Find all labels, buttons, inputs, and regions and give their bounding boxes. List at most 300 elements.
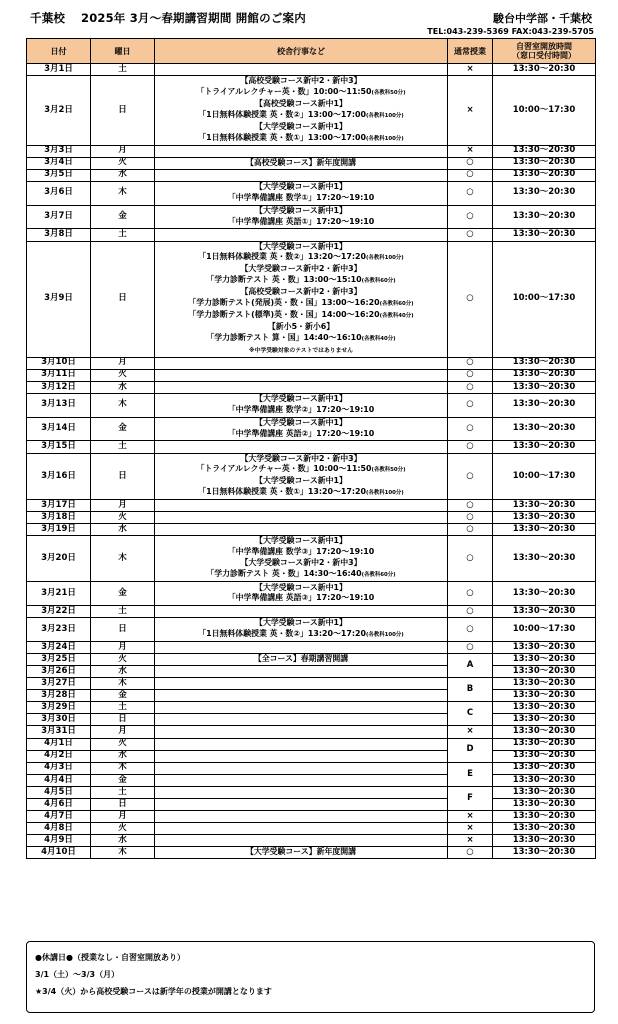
event-text: 「中学準備講座 英語②」17:20～19:10 [227, 429, 375, 439]
event-line [155, 593, 447, 604]
school-name: 駿台中学部・千葉校 [493, 12, 592, 25]
hours-cell: 13:30～20:30 [493, 229, 596, 241]
event-line [155, 217, 447, 228]
day-cell: 木 [91, 536, 155, 582]
class-status-cell: ○ [448, 500, 493, 512]
event-line [155, 333, 447, 345]
day-cell: 木 [91, 762, 155, 774]
hours-cell: 13:30～20:30 [493, 64, 596, 76]
event-text: 「トライアルレクチャー英・数」10:00～11:50 [196, 464, 372, 474]
date-cell: 3月29日 [27, 702, 91, 714]
date-cell: 3月9日 [27, 241, 91, 357]
date-cell: 3月6日 [27, 181, 91, 205]
event-text: 【大学受験コース新中1】 [255, 241, 347, 251]
events-cell [155, 726, 448, 738]
table-row [27, 157, 596, 169]
class-status-cell: ○ [448, 381, 493, 393]
class-status-cell: ○ [448, 205, 493, 229]
events-cell [155, 665, 448, 677]
table-row [27, 786, 596, 798]
events-cell [155, 205, 448, 229]
class-status-cell: × [448, 64, 493, 76]
day-cell: 土 [91, 229, 155, 241]
event-duration-note: (各教科100分) [365, 112, 404, 119]
day-cell: 水 [91, 381, 155, 393]
hours-cell: 13:30～20:30 [493, 811, 596, 823]
hours-cell: 13:30～20:30 [493, 690, 596, 702]
events-cell [155, 241, 448, 357]
table-row [27, 241, 596, 357]
event-line [155, 110, 447, 122]
day-cell: 火 [91, 157, 155, 169]
hours-cell: 13:30～20:30 [493, 536, 596, 582]
event-text: 「中学準備講座 英語③」17:20～19:10 [227, 593, 375, 603]
event-text: 【大学受験コース新中2・新中3】 [240, 264, 362, 274]
events-cell [155, 774, 448, 786]
class-status-cell: × [448, 145, 493, 157]
hours-cell: 13:30～20:30 [493, 665, 596, 677]
hours-cell: 10:00～17:30 [493, 241, 596, 357]
table-row [27, 145, 596, 157]
day-cell: 金 [91, 690, 155, 702]
day-cell: 月 [91, 726, 155, 738]
event-line [155, 275, 447, 287]
date-cell: 4月7日 [27, 811, 91, 823]
event-line [155, 252, 447, 264]
class-status-cell: ○ [448, 582, 493, 606]
event-line [155, 322, 447, 333]
hours-cell: 13:30～20:30 [493, 702, 596, 714]
events-cell [155, 393, 448, 417]
event-duration-note: (各教科100分) [365, 255, 404, 262]
hours-cell: 13:30～20:30 [493, 726, 596, 738]
date-cell: 3月12日 [27, 381, 91, 393]
event-duration-note: (各教科100分) [365, 490, 404, 497]
event-text: 「中学準備講座 数学①」17:20～19:10 [227, 193, 375, 203]
event-text: 【高校受験コース新中1】 [255, 98, 347, 108]
date-cell: 3月16日 [27, 453, 91, 500]
table-row [27, 823, 596, 835]
event-line [155, 298, 447, 310]
day-cell: 金 [91, 582, 155, 606]
event-line [155, 405, 447, 416]
hours-cell: 13:30～20:30 [493, 417, 596, 441]
events-cell [155, 181, 448, 205]
page-title: 千葉校 2025年 3月～春期講習期間 開館のご案内 [30, 11, 306, 25]
class-status-cell: ○ [448, 441, 493, 453]
hours-cell: 13:30～20:30 [493, 798, 596, 810]
hours-cell: 13:30～20:30 [493, 381, 596, 393]
events-cell [155, 357, 448, 369]
table-row [27, 690, 596, 702]
events-cell [155, 512, 448, 524]
table-row [27, 369, 596, 381]
date-cell: 3月31日 [27, 726, 91, 738]
events-cell [155, 145, 448, 157]
date-cell: 3月10日 [27, 357, 91, 369]
event-line [155, 76, 447, 87]
hours-cell: 10:00～17:30 [493, 617, 596, 641]
class-status-cell: ○ [448, 605, 493, 617]
day-cell: 月 [91, 357, 155, 369]
events-cell [155, 417, 448, 441]
class-status-cell: ○ [448, 536, 493, 582]
table-header-row [27, 39, 596, 64]
event-text: 【高校受験コース】新年度開講 [245, 157, 357, 167]
date-cell: 3月13日 [27, 393, 91, 417]
events-cell [155, 64, 448, 76]
event-text: 【大学受験コース新中1】 [255, 206, 347, 216]
event-line [155, 345, 447, 357]
event-duration-note: (各教科60分) [379, 301, 414, 308]
table-row [27, 417, 596, 441]
table-row [27, 441, 596, 453]
events-cell [155, 798, 448, 810]
events-cell [155, 169, 448, 181]
col-header-date: 日付 [27, 39, 91, 64]
day-cell: 日 [91, 241, 155, 357]
event-text: 【大学受験コース新中1】 [255, 182, 347, 192]
events-cell [155, 441, 448, 453]
date-cell: 3月23日 [27, 617, 91, 641]
day-cell: 日 [91, 798, 155, 810]
events-cell [155, 702, 448, 714]
event-line [155, 133, 447, 145]
event-duration-note: (各教科40分) [379, 312, 414, 319]
event-line [155, 464, 447, 476]
event-text: 「学力診断テスト(発展)英・数・国」13:00～16:20 [188, 298, 380, 308]
event-duration-note: (各教科100分) [365, 631, 404, 638]
events-cell [155, 678, 448, 690]
table-row [27, 798, 596, 810]
class-status-cell: ○ [448, 169, 493, 181]
events-cell [155, 750, 448, 762]
event-text: 「学力診断テスト 算・国」14:40～16:10 [206, 332, 362, 342]
hours-cell: 13:30～20:30 [493, 357, 596, 369]
date-cell: 3月26日 [27, 665, 91, 677]
page-header [0, 6, 618, 36]
contact-info: TEL:043-239-5369 FAX:043-239-5705 [427, 27, 594, 36]
day-cell: 日 [91, 453, 155, 500]
events-cell [155, 229, 448, 241]
event-text: 「1日無料体験授業 英・数②」13:00～17:00 [198, 109, 366, 119]
class-status-cell: ○ [448, 417, 493, 441]
event-line [155, 99, 447, 110]
event-line [155, 536, 447, 547]
day-cell: 日 [91, 714, 155, 726]
event-line [155, 583, 447, 594]
date-cell: 3月21日 [27, 582, 91, 606]
event-line [155, 618, 447, 629]
event-text: 【大学受験コース新中1】 [255, 418, 347, 428]
day-cell: 金 [91, 774, 155, 786]
day-cell: 火 [91, 738, 155, 750]
hours-cell: 13:30～20:30 [493, 786, 596, 798]
event-text: 【大学受験コース新中1】 [255, 582, 347, 592]
day-cell: 水 [91, 835, 155, 847]
class-status-cell: F [448, 786, 493, 810]
date-cell: 3月19日 [27, 524, 91, 536]
class-status-cell: D [448, 738, 493, 762]
event-line [155, 158, 447, 169]
events-cell [155, 536, 448, 582]
table-row [27, 811, 596, 823]
hours-cell: 13:30～20:30 [493, 512, 596, 524]
events-cell [155, 641, 448, 653]
table-row [27, 524, 596, 536]
events-cell [155, 714, 448, 726]
date-cell: 3月4日 [27, 157, 91, 169]
hours-cell: 13:30～20:30 [493, 181, 596, 205]
date-cell: 4月10日 [27, 847, 91, 859]
date-cell: 3月3日 [27, 145, 91, 157]
table-row [27, 605, 596, 617]
event-line [155, 394, 447, 405]
events-cell [155, 823, 448, 835]
date-cell: 4月2日 [27, 750, 91, 762]
event-text: 「1日無料体験授業 英・数②」13:20～17:20 [198, 628, 366, 638]
event-line [155, 476, 447, 487]
day-cell: 火 [91, 369, 155, 381]
col-header-class: 通常授業 [448, 39, 493, 64]
day-cell: 日 [91, 76, 155, 145]
table-row [27, 181, 596, 205]
events-cell [155, 847, 448, 859]
event-text: 「中学準備講座 数学②」17:20～19:10 [227, 405, 375, 415]
day-cell: 水 [91, 665, 155, 677]
class-status-cell: ○ [448, 617, 493, 641]
events-cell [155, 500, 448, 512]
event-line [155, 310, 447, 322]
class-status-cell: ○ [448, 157, 493, 169]
notes-box [26, 941, 595, 1013]
hours-cell: 10:00～17:30 [493, 453, 596, 500]
date-cell: 4月3日 [27, 762, 91, 774]
hours-cell: 13:30～20:30 [493, 145, 596, 157]
events-cell [155, 811, 448, 823]
day-cell: 月 [91, 641, 155, 653]
event-line [155, 287, 447, 298]
table-row [27, 393, 596, 417]
class-status-cell: ○ [448, 512, 493, 524]
event-line [155, 429, 447, 440]
table-row [27, 357, 596, 369]
table-row [27, 64, 596, 76]
events-cell [155, 582, 448, 606]
event-duration-note: (各教科60分) [361, 278, 396, 285]
event-text: 【全コース】春期講習開講 [253, 653, 349, 663]
day-cell: 水 [91, 169, 155, 181]
date-cell: 4月5日 [27, 786, 91, 798]
event-line [155, 487, 447, 499]
class-status-cell: ○ [448, 641, 493, 653]
events-cell [155, 690, 448, 702]
table-row [27, 653, 596, 665]
hours-cell: 13:30～20:30 [493, 205, 596, 229]
table-row [27, 835, 596, 847]
hours-cell: 13:30～20:30 [493, 762, 596, 774]
event-text: 【大学受験コース新中1】 [255, 536, 347, 546]
col-header-hours-line2: （窓口受付時間） [512, 51, 576, 60]
event-text: 【大学受験コース新中1】 [255, 121, 347, 131]
day-cell: 木 [91, 847, 155, 859]
day-cell: 月 [91, 500, 155, 512]
hours-cell: 13:30～20:30 [493, 750, 596, 762]
events-cell [155, 762, 448, 774]
table-row [27, 762, 596, 774]
class-status-cell: ○ [448, 453, 493, 500]
table-row [27, 582, 596, 606]
col-header-day: 曜日 [91, 39, 155, 64]
event-duration-note: (各教科40分) [361, 335, 396, 342]
events-cell [155, 157, 448, 169]
events-cell [155, 524, 448, 536]
event-line [155, 569, 447, 581]
col-header-hours-line1: 自習室開放時間 [516, 42, 572, 51]
day-cell: 土 [91, 605, 155, 617]
table-row [27, 617, 596, 641]
event-duration-note: (各教科100分) [365, 135, 404, 142]
date-cell: 3月27日 [27, 678, 91, 690]
date-cell: 3月18日 [27, 512, 91, 524]
hours-cell: 13:30～20:30 [493, 738, 596, 750]
table-row [27, 453, 596, 500]
date-cell: 4月4日 [27, 774, 91, 786]
table-row [27, 774, 596, 786]
day-cell: 金 [91, 417, 155, 441]
event-text: 【大学受験コース新中2・新中3】 [240, 558, 362, 568]
event-text: 「学力診断テスト(標準)英・数・国」14:00～16:20 [188, 309, 380, 319]
date-cell: 3月7日 [27, 205, 91, 229]
class-status-cell: A [448, 653, 493, 677]
event-line [155, 193, 447, 204]
hours-cell: 13:30～20:30 [493, 441, 596, 453]
hours-cell: 13:30～20:30 [493, 641, 596, 653]
col-header-hours [493, 39, 596, 64]
table-row [27, 678, 596, 690]
date-cell: 4月1日 [27, 738, 91, 750]
table-row [27, 76, 596, 145]
hours-cell: 13:30～20:30 [493, 774, 596, 786]
class-status-cell: × [448, 835, 493, 847]
event-text: 「中学準備講座 数学③」17:20～19:10 [227, 547, 375, 557]
event-text: 「中学準備講座 英語①」17:20～19:10 [227, 217, 375, 226]
event-text: 【大学受験コース新中1】 [255, 476, 347, 486]
day-cell: 水 [91, 750, 155, 762]
class-status-cell: C [448, 702, 493, 726]
event-text: 「学力診断テスト 英・数」13:00～15:10 [206, 275, 362, 285]
hours-cell: 13:30～20:30 [493, 823, 596, 835]
date-cell: 3月14日 [27, 417, 91, 441]
hours-cell: 13:30～20:30 [493, 393, 596, 417]
table-row [27, 381, 596, 393]
events-cell [155, 453, 448, 500]
class-status-cell: × [448, 726, 493, 738]
event-text: 「1日無料体験授業 英・数②」13:20～17:20 [198, 252, 366, 262]
event-text: 【新小5・新小6】 [267, 321, 335, 331]
day-cell: 土 [91, 702, 155, 714]
date-cell: 4月8日 [27, 823, 91, 835]
event-duration-note: (各教科50分) [371, 90, 406, 96]
event-line [155, 847, 447, 858]
event-text: ※中学受験対象のテストではありません [249, 347, 353, 354]
date-cell: 3月30日 [27, 714, 91, 726]
class-status-cell: B [448, 678, 493, 702]
day-cell: 木 [91, 678, 155, 690]
events-cell [155, 381, 448, 393]
hours-cell: 13:30～20:30 [493, 714, 596, 726]
date-cell: 3月11日 [27, 369, 91, 381]
day-cell: 月 [91, 145, 155, 157]
day-cell: 土 [91, 441, 155, 453]
table-row [27, 536, 596, 582]
table-row [27, 500, 596, 512]
schedule-table [26, 38, 596, 859]
event-text: 【高校受験コース新中2・新中3】 [240, 287, 362, 297]
date-cell: 3月2日 [27, 76, 91, 145]
class-status-cell: × [448, 76, 493, 145]
class-status-cell: ○ [448, 241, 493, 357]
event-text: 【大学受験コース新中1】 [255, 394, 347, 404]
class-status-cell: ○ [448, 229, 493, 241]
hours-cell: 13:30～20:30 [493, 582, 596, 606]
date-cell: 3月17日 [27, 500, 91, 512]
table-row [27, 750, 596, 762]
date-cell: 3月15日 [27, 441, 91, 453]
hours-cell: 10:00～17:30 [493, 76, 596, 145]
class-status-cell: ○ [448, 357, 493, 369]
table-row [27, 641, 596, 653]
events-cell [155, 653, 448, 665]
table-row [27, 738, 596, 750]
event-text: 【大学受験コース】新年度開講 [245, 847, 357, 857]
hours-cell: 13:30～20:30 [493, 500, 596, 512]
hours-cell: 13:30～20:30 [493, 847, 596, 859]
table-row [27, 205, 596, 229]
event-line [155, 629, 447, 641]
hours-cell: 13:30～20:30 [493, 157, 596, 169]
day-cell: 日 [91, 617, 155, 641]
events-cell [155, 369, 448, 381]
day-cell: 火 [91, 823, 155, 835]
event-line [155, 122, 447, 133]
event-line [155, 264, 447, 275]
table-row [27, 665, 596, 677]
date-cell: 4月9日 [27, 835, 91, 847]
date-cell: 3月22日 [27, 605, 91, 617]
table-row [27, 512, 596, 524]
event-line [155, 547, 447, 558]
hours-cell: 13:30～20:30 [493, 524, 596, 536]
event-line [155, 654, 447, 665]
class-status-cell: ○ [448, 369, 493, 381]
event-text: 【大学受験コース新中2・新中3】 [240, 453, 362, 463]
day-cell: 水 [91, 524, 155, 536]
hours-cell: 13:30～20:30 [493, 605, 596, 617]
event-line [155, 206, 447, 217]
event-text: 「学力診断テスト 英・数」14:30～16:40 [206, 569, 362, 579]
class-status-cell: × [448, 811, 493, 823]
date-cell: 3月1日 [27, 64, 91, 76]
day-cell: 火 [91, 653, 155, 665]
day-cell: 土 [91, 786, 155, 798]
event-text: 「トライアルレクチャー英・数」10:00～11:50 [196, 87, 372, 96]
day-cell: 火 [91, 512, 155, 524]
class-status-cell: ○ [448, 524, 493, 536]
date-cell: 4月6日 [27, 798, 91, 810]
note-holiday-dates: 3/1（土）～3/3（月） [35, 970, 120, 979]
event-duration-note: (各教科50分) [371, 467, 406, 474]
